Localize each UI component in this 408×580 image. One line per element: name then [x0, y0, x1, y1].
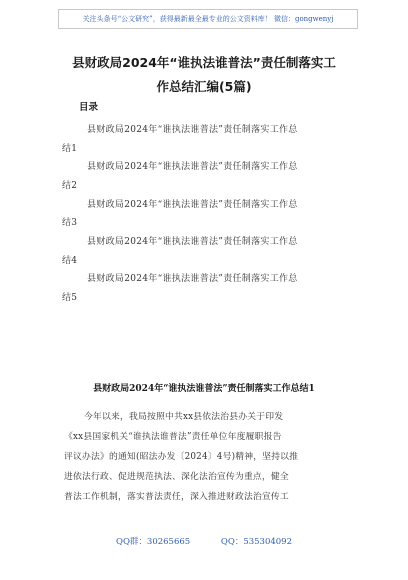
- toc-item-4[interactable]: 县财政局2024年“谁执法谁普法”责任制落实工作总: [87, 237, 298, 247]
- toc-item-1[interactable]: 县财政局2024年“谁执法谁普法”责任制落实工作总: [87, 125, 298, 135]
- toc-item-2-cont[interactable]: 结2: [62, 181, 78, 191]
- section-title: 县财政局2024年“谁执法谁普法”责任制落实工作总结1: [93, 384, 315, 394]
- footer-qq: QQ：535304092: [220, 537, 292, 547]
- body-line-1: 今年以来，我局按照中共xx县依法治县办关于印发: [84, 412, 284, 422]
- body-line-2: 《xx县国家机关“谁执法谁普法”责任单位年度履职报告: [64, 432, 282, 442]
- footer-qq-group: QQ群：30265665: [115, 537, 191, 547]
- body-line-4: 进依法行政、促进规范执法、深化法治宣传为重点，健全: [64, 472, 289, 482]
- toc-item-1-cont[interactable]: 结1: [62, 144, 78, 154]
- document-title-line2: 作总结汇编(5篇): [156, 79, 252, 94]
- toc-item-5[interactable]: 县财政局2024年“谁执法谁普法”责任制落实工作总: [87, 274, 298, 284]
- header-banner: [58, 9, 358, 29]
- toc-item-5-cont[interactable]: 结5: [62, 293, 78, 303]
- footer-contact: [0, 535, 408, 547]
- banner-text: 关注头条号“公文研究”，获得最新最全最专业的公文资料库！ 微信：gongwenyj: [82, 15, 334, 23]
- body-line-5: 普法工作机制，落实普法责任，深入推进财政法治宣传工: [64, 492, 289, 502]
- document-title-line1: 县财政局2024年“谁执法谁普法”责任制落实工: [72, 55, 336, 70]
- toc-item-3-cont[interactable]: 结3: [62, 218, 78, 228]
- toc-item-4-cont[interactable]: 结4: [62, 256, 78, 266]
- toc-item-3[interactable]: 县财政局2024年“谁执法谁普法”责任制落实工作总: [87, 200, 298, 210]
- toc-item-2[interactable]: 县财政局2024年“谁执法谁普法”责任制落实工作总: [87, 162, 298, 172]
- body-line-3: 评议办法》的通知(昭法办发〔2024〕4号)精神，坚持以推: [64, 452, 299, 462]
- toc-heading: 目录: [79, 102, 99, 113]
